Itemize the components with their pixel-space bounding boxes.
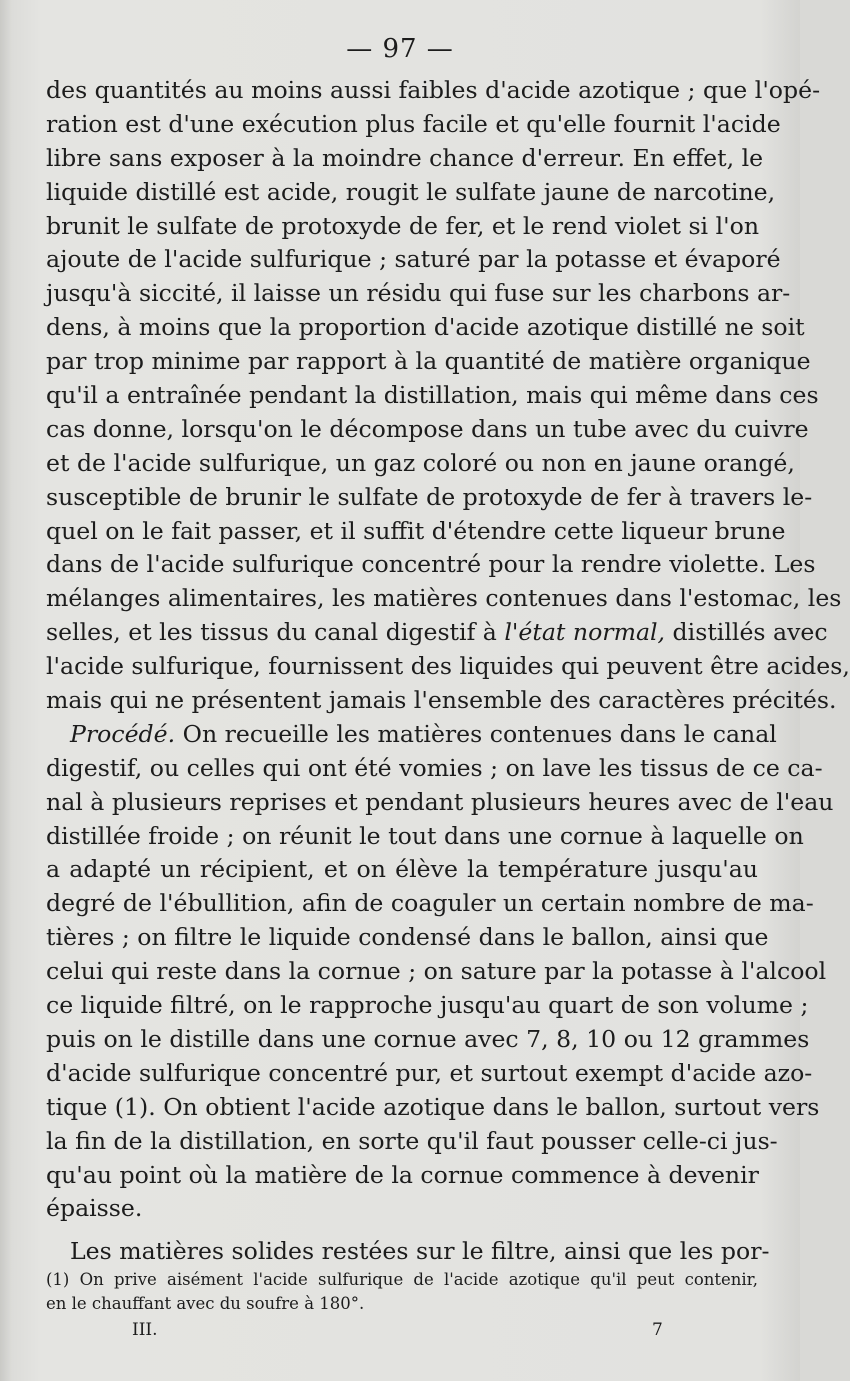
text-line: par trop minime par rapport à la quantité de matière organique xyxy=(46,347,811,376)
footnote xyxy=(46,1268,758,1316)
text-line: susceptible de brunir le sulfate de protoxyde de fer à travers le- xyxy=(46,482,813,511)
text-line: des quantités au moins aussi faibles d'acide azotique ; que l'opé- xyxy=(46,76,821,104)
text-line: ce liquide filtré, on le rapproche jusqu'au quart de son volume ; xyxy=(46,991,809,1020)
text-line: nal à plusieurs reprises et pendant plusieurs heures avec de l'eau xyxy=(46,787,834,816)
text-line: qu'au point où la matière de la cornue commence à devenir xyxy=(46,1160,759,1189)
text-line: a adapté un récipient, et on élève la température jusqu'au xyxy=(46,855,758,884)
text-line: digestif, ou celles qui ont été vomies ; on lave les tissus de ce ca- xyxy=(46,753,823,782)
footnote-line: en le chauffant avec du soufre à 180°. xyxy=(46,1294,365,1313)
text-line: liquide distillé est acide, rougit le sulfate jaune de narcotine, xyxy=(46,177,776,206)
text-segment: distillés avec xyxy=(665,618,828,647)
text-segment: On recueille les matières contenues dans le canal xyxy=(175,719,777,748)
text-line-with-italic xyxy=(46,616,828,650)
text-line: degré de l'ébullition, afin de coaguler un certain nombre de ma- xyxy=(46,889,814,918)
text-line: libre sans exposer à la moindre chance d'erreur. En effet, le xyxy=(46,143,764,172)
text-line: dans de l'acide sulfurique concentré pour la rendre violette. Les xyxy=(46,550,816,579)
text-line: et de l'acide sulfurique, un gaz coloré ou non en jaune orangé, xyxy=(46,448,795,477)
text-line: mélanges alimentaires, les matières contenues dans l'estomac, les xyxy=(46,584,842,613)
text-line: cas donne, lorsqu'on le décompose dans un tube avec du cuivre xyxy=(46,414,809,443)
text-line: la fin de la distillation, en sorte qu'il faut pousser celle-ci jus- xyxy=(46,1126,778,1155)
footnote-line: (1) On prive aisément l'acide sulfurique de l'acide azotique qu'il peut contenir, xyxy=(46,1270,758,1289)
text-line: mais qui ne présentent jamais l'ensemble des caractères précités. xyxy=(46,686,837,715)
text-line: puis on le distille dans une cornue avec 7, 8, 10 ou 12 grammes xyxy=(46,1024,810,1053)
text-line: l'acide sulfurique, fournissent des liquides qui peuvent être acides, xyxy=(46,652,850,681)
text-line: ration est d'une exécution plus facile et qu'elle fournit l'acide xyxy=(46,109,781,138)
signature-mark: III. xyxy=(132,1320,158,1340)
signature-number: 7 xyxy=(652,1320,663,1340)
text-line: dens, à moins que la proportion d'acide azotique distillé ne soit xyxy=(46,313,805,342)
procede-line xyxy=(46,718,777,752)
text-line: tique (1). On obtient l'acide azotique dans le ballon, surtout vers xyxy=(46,1092,820,1121)
text-line: Les matières solides restées sur le filtre, ainsi que les por- xyxy=(70,1237,770,1266)
text-line: distillée froide ; on réunit le tout dans une cornue à laquelle on xyxy=(46,821,804,850)
text-line: quel on le fait passer, et il suffit d'étendre cette liqueur brune xyxy=(46,516,786,545)
paragraph-gap xyxy=(46,1226,758,1235)
body-text xyxy=(46,74,850,1269)
italic-phrase: l'état normal, xyxy=(504,618,666,647)
text-line: jusqu'à siccité, il laisse un résidu qui fuse sur les charbons ar- xyxy=(46,279,791,308)
text-line: épaisse. xyxy=(46,1194,143,1223)
text-line: qu'il a entraînée pendant la distillation, mais qui même dans ces xyxy=(46,381,819,410)
text-line: tières ; on filtre le liquide condensé dans le ballon, ainsi que xyxy=(46,923,769,952)
text-segment: selles, et les tissus du canal digestif à xyxy=(46,618,505,647)
text-line: brunit le sulfate de protoxyde de fer, et le rend violet si l'on xyxy=(46,211,760,240)
text-line: ajoute de l'acide sulfurique ; saturé par la potasse et évaporé xyxy=(46,245,781,274)
text-line: d'acide sulfurique concentré pur, et surtout exempt d'acide azo- xyxy=(46,1058,813,1087)
text-line: celui qui reste dans la cornue ; on sature par la potasse à l'alcool xyxy=(46,957,827,986)
page-number-header: — 97 — xyxy=(346,34,454,64)
procede-label: Procédé. xyxy=(70,719,176,748)
